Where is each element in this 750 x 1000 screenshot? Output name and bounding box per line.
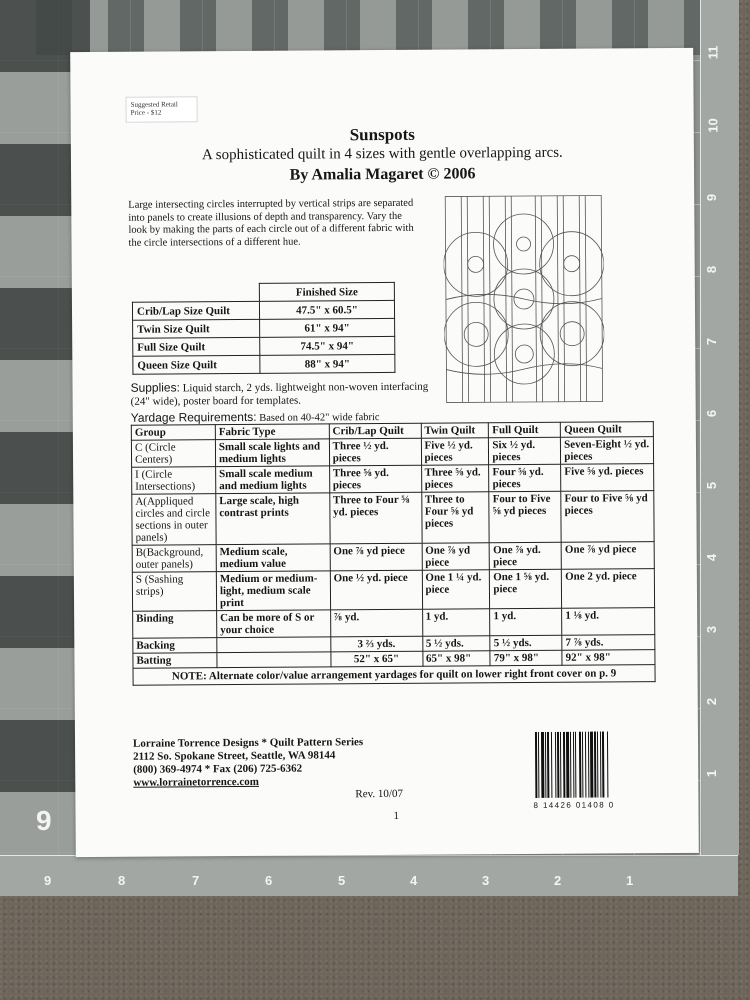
size-table-corner	[132, 283, 259, 302]
page-number: 1	[393, 809, 400, 822]
publisher-phone: (800) 369-4974 * Fax (206) 725-6362	[133, 762, 303, 776]
barcode-digits: 8 14426 01408 0	[533, 800, 615, 810]
publisher-info	[133, 736, 433, 790]
table-cell: 1 yd.	[422, 609, 490, 636]
table-cell: B(Background, outer panels)	[132, 545, 216, 573]
mat-ruler-number: 6	[704, 409, 720, 418]
mat-ruler-number: 5	[338, 873, 346, 888]
yardage-heading-label: Yardage Requirements:	[130, 409, 257, 425]
table-cell: One 1 ⅝ yd. piece	[490, 569, 562, 609]
mat-ruler-number: 2	[704, 697, 720, 706]
mat-ruler-number: 1	[626, 873, 634, 888]
mat-ruler-number: 7	[704, 337, 720, 346]
mat-ruler-number: 5	[704, 481, 720, 490]
table-row	[133, 608, 655, 639]
mat-ruler-number: 4	[410, 873, 418, 888]
column-header: Queen Quilt	[560, 422, 653, 438]
intro-paragraph: Large intersecting circles interrupted by vertical strips are separated into panels to create illusions of depth and transparency. Vary the look by making the parts of each circle out of a different fabric with the circle intersections of a different hue.	[128, 197, 414, 249]
pattern-title: Sunspots	[349, 124, 415, 145]
table-cell: Batting	[133, 653, 217, 669]
column-header: Fabric Type	[215, 424, 329, 440]
table-row	[132, 569, 654, 612]
table-cell: One 1 ¼ yd. piece	[422, 570, 490, 609]
table-cell: One ⅞ yd piece	[330, 543, 422, 571]
table-cell: I (Circle Intersections)	[132, 467, 216, 495]
table-cell: Four ⅝ yd. pieces	[489, 464, 561, 492]
table-cell: Medium scale, medium value	[216, 544, 330, 572]
table-row	[131, 437, 653, 468]
table-cell: 52" x 65"	[331, 651, 423, 667]
pattern-byline: By Amalia Magaret © 2006	[289, 165, 476, 184]
mat-ruler-number: 10	[705, 118, 721, 133]
mat-ruler-number: 6	[265, 873, 273, 888]
table-row	[133, 318, 395, 338]
table-cell: Three to Four ⅝ yd pieces	[421, 492, 489, 543]
mat-ruler-number: 7	[192, 873, 200, 888]
table-cell: C (Circle Centers)	[131, 440, 215, 468]
mat-ruler-number: 3	[482, 873, 490, 888]
table-cell: 1 yd.	[490, 608, 562, 636]
table-cell: 79" x 98"	[490, 650, 562, 666]
table-cell: 65" x 98"	[422, 651, 490, 666]
pattern-subtitle: A sophisticated quilt in 4 sizes with gentle overlapping arcs.	[201, 144, 563, 164]
supplies-paragraph	[131, 380, 431, 408]
mat-corner-number: 9	[36, 805, 52, 836]
size-value: 47.5" x 60.5"	[259, 300, 394, 319]
table-cell: 7 ⅞ yds.	[562, 635, 655, 651]
supplies-lead: Supplies:	[130, 380, 180, 395]
table-cell: Six ½ yd. pieces	[489, 437, 561, 465]
column-header: Twin Quilt	[421, 423, 489, 438]
table-row	[132, 300, 394, 320]
table-cell	[217, 637, 331, 653]
mat-ruler-number: 4	[704, 553, 720, 562]
table-cell: A(Appliqued circles and circle sections in outer panels)	[132, 494, 216, 546]
mat-stripes-top	[0, 0, 738, 55]
size-table-header: Finished Size	[259, 282, 394, 301]
table-row	[132, 542, 654, 573]
table-cell: Three ⅝ yd. pieces	[329, 465, 421, 493]
size-value: 74.5" x 94"	[260, 336, 395, 355]
table-cell: Four to Five ⅝ yd pieces	[561, 491, 654, 543]
table-cell: 5 ½ yds.	[490, 635, 562, 651]
table-note-row	[133, 665, 655, 686]
mat-ruler-number: 11	[705, 45, 721, 60]
yardage-heading-note: Based on 40-42" wide fabric	[256, 412, 380, 424]
size-value: 88" x 94"	[260, 354, 395, 373]
table-cell: Seven-Eight ½ yd. pieces	[561, 437, 654, 465]
supplies-text: Liquid starch, 2 yds. lightweight non-woven interfacing (24" wide), poster board for templates.	[130, 380, 429, 408]
table-cell: One ⅞ yd. piece	[489, 542, 561, 570]
table-row	[132, 491, 654, 546]
mat-ruler-number: 8	[118, 873, 126, 888]
table-cell: S (Sashing strips)	[132, 572, 216, 612]
mat-ruler-number: 9	[704, 193, 720, 202]
pattern-page	[70, 48, 699, 857]
yardage-footnote: NOTE: Alternate color/value arrangement yardages for quilt on lower right front cover on p. 9	[133, 665, 655, 686]
size-label: Queen Size Quilt	[133, 355, 260, 374]
size-value: 61" x 94"	[260, 318, 395, 337]
table-cell: Five ⅝ yd. pieces	[561, 464, 654, 492]
table-cell: Four to Five ⅝ yd pieces	[489, 491, 561, 543]
table-cell: 1 ⅛ yd.	[562, 608, 655, 636]
mat-ruler-number: 2	[554, 873, 562, 888]
table-cell: One ⅞ yd piece	[422, 543, 490, 570]
publisher-url: www.lorrainetorrence.com	[133, 775, 259, 789]
sticker-line: Price - $12	[130, 108, 162, 117]
finished-size-table	[132, 282, 396, 375]
barcode-icon	[533, 731, 633, 800]
table-cell: Three to Four ⅝ yd. pieces	[329, 492, 421, 544]
quilt-diagram	[443, 193, 604, 404]
table-cell: One ⅞ yd piece	[561, 542, 654, 570]
column-header: Full Quilt	[489, 422, 561, 438]
table-cell: One 2 yd. piece	[562, 569, 655, 609]
table-cell: Medium or medium-light, medium scale print	[216, 571, 330, 611]
table-cell: ⅞ yd.	[330, 609, 422, 637]
table-row	[133, 354, 395, 374]
table-cell: Five ½ yd. pieces	[421, 438, 489, 465]
column-header: Group	[131, 425, 215, 441]
mat-ruler-number: 9	[44, 873, 52, 888]
table-cell: Can be more of S or your choice	[217, 610, 331, 638]
table-cell: Three ⅝ yd. pieces	[421, 465, 489, 492]
publisher-company: Lorraine Torrence Designs * Quilt Pattern Series	[132, 736, 364, 750]
size-label: Twin Size Quilt	[133, 319, 260, 338]
sticker-line: Suggested Retail	[130, 100, 178, 109]
table-cell: Large scale, high contrast prints	[216, 493, 330, 545]
price-sticker	[126, 96, 198, 123]
table-cell: 5 ½ yds.	[422, 636, 490, 651]
table-cell: Small scale medium and medium lights	[216, 466, 330, 494]
column-header: Crib/Lap Quilt	[329, 423, 421, 439]
mat-ruler-number: 1	[704, 769, 720, 778]
size-label: Full Size Quilt	[133, 337, 260, 356]
size-label: Crib/Lap Size Quilt	[132, 301, 259, 320]
table-row	[133, 336, 395, 356]
table-cell: Three ½ yd. pieces	[329, 438, 421, 466]
revision-label: Rev. 10/07	[355, 787, 403, 801]
table-cell: Binding	[133, 611, 217, 639]
table-cell: One ½ yd. piece	[330, 570, 422, 610]
yardage-table	[131, 421, 656, 686]
table-cell: Backing	[133, 638, 217, 654]
publisher-address: 2112 So. Spokane Street, Seattle, WA 98144	[133, 749, 336, 763]
mat-ruler-number: 8	[704, 265, 720, 274]
table-cell: Small scale lights and medium lights	[215, 439, 329, 467]
table-cell: 92" x 98"	[562, 650, 655, 666]
table-cell	[217, 652, 331, 668]
table-cell: 3 ⅔ yds.	[330, 636, 422, 652]
table-row	[132, 464, 654, 495]
mat-ruler-number: 3	[704, 625, 720, 634]
